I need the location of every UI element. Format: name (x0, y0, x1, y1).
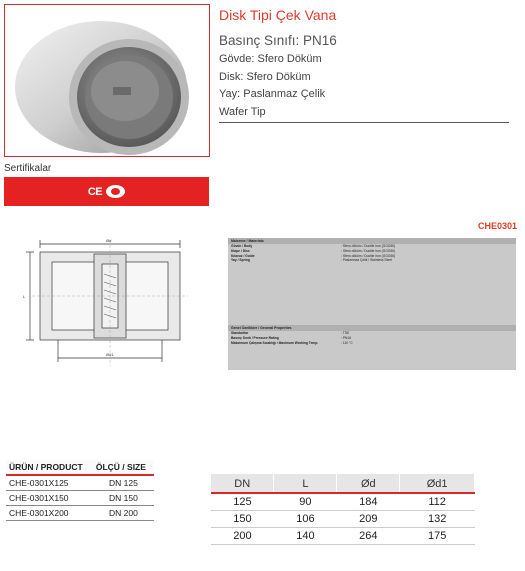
detail-body: Gövde: Sfero Döküm (219, 53, 322, 65)
spec-value: : Sfero döküm / Ductile iron (GGG50) (341, 248, 396, 253)
od1-cell: 112 (400, 493, 475, 511)
spec-value: : PN16 (341, 335, 352, 340)
spec-key: Gövde / Body (231, 244, 253, 248)
table-row (211, 511, 475, 528)
certificates-label: Sertifikalar (4, 163, 52, 174)
l-cell: 106 (274, 511, 337, 528)
ce-mark-icon: CE (87, 185, 103, 198)
certificates-bar (4, 177, 209, 206)
table-row (211, 528, 475, 545)
spec-key: Maksimum Çalışma Sıcaklığı / Maximum Working Temp. (231, 340, 319, 345)
table-row (6, 475, 154, 491)
l-cell: 90 (274, 493, 337, 511)
size-cell: DN 200 (93, 506, 154, 521)
spec-value: : Sfero döküm / Ductile iron (GGG50) (341, 244, 396, 248)
detail-spring: Yay: Paslanmaz Çelik (219, 88, 326, 100)
table-row (211, 493, 475, 511)
spec-row (228, 341, 516, 346)
column-header-od1: Ød1 (400, 474, 475, 493)
od1-cell: 132 (400, 511, 475, 528)
dn-cell: 125 (211, 493, 274, 511)
spec-key: Kılavuz / Guide (231, 253, 255, 258)
spec-key: Yay / Spring (231, 258, 250, 263)
product-code: CHE0301 (477, 221, 517, 231)
technical-drawing (22, 234, 192, 374)
spec-sheet (228, 238, 516, 370)
column-header-dn: DN (211, 474, 274, 493)
drawing-label-od: Ød (106, 238, 112, 243)
product-photo (4, 4, 210, 157)
od-cell: 264 (337, 528, 400, 545)
size-cell: DN 125 (93, 475, 154, 491)
table-row (6, 506, 154, 521)
table-row (6, 491, 154, 506)
spec-value: : Paslanmaz Çelik / Stainless Steel (341, 258, 392, 263)
dn-cell: 150 (211, 511, 274, 528)
product-code-cell: CHE-0301X150 (6, 491, 93, 506)
od-cell: 209 (337, 511, 400, 528)
column-header-product: ÜRÜN / PRODUCT (6, 460, 93, 475)
product-info (219, 7, 519, 121)
spec-key: Standartlar (231, 331, 249, 336)
spec-value: : Sfero döküm / Ductile iron (GGG50) (341, 253, 396, 258)
product-code-cell: CHE-0301X200 (6, 506, 93, 521)
spec-key: Klape / Disc (231, 248, 250, 253)
materials-header: Malzeme / Materials (228, 238, 516, 244)
product-title: Disk Tipi Çek Vana (219, 7, 337, 23)
dn-cell: 200 (211, 528, 274, 545)
drawing-label-od1: Ød1 (106, 352, 114, 357)
dimension-table (211, 474, 475, 545)
drawing-label-l: L (23, 294, 26, 299)
l-cell: 140 (274, 528, 337, 545)
product-table (6, 460, 154, 521)
rtest-mark-icon (106, 185, 125, 198)
general-header: Genel Özellikler / General Properties (228, 325, 516, 331)
spec-key: Basınç Sınıfı / Pressure Rating (231, 335, 279, 340)
column-header-l: L (274, 474, 337, 493)
detail-type: Wafer Tip (219, 105, 266, 118)
od-cell: 184 (337, 493, 400, 511)
detail-disc: Disk: Sfero Döküm (219, 70, 311, 83)
spec-value: : 110 °C (341, 340, 353, 345)
product-code-cell: CHE-0301X125 (6, 475, 93, 491)
size-cell: DN 150 (93, 491, 154, 506)
column-header-od: Ød (337, 474, 400, 493)
column-header-size: ÖLÇÜ / SIZE (93, 460, 154, 475)
od1-cell: 175 (400, 528, 475, 545)
pressure-class: Basınç Sınıfı: PN16 (219, 33, 337, 48)
spec-value: : TSE (341, 331, 350, 336)
info-divider (219, 122, 509, 123)
